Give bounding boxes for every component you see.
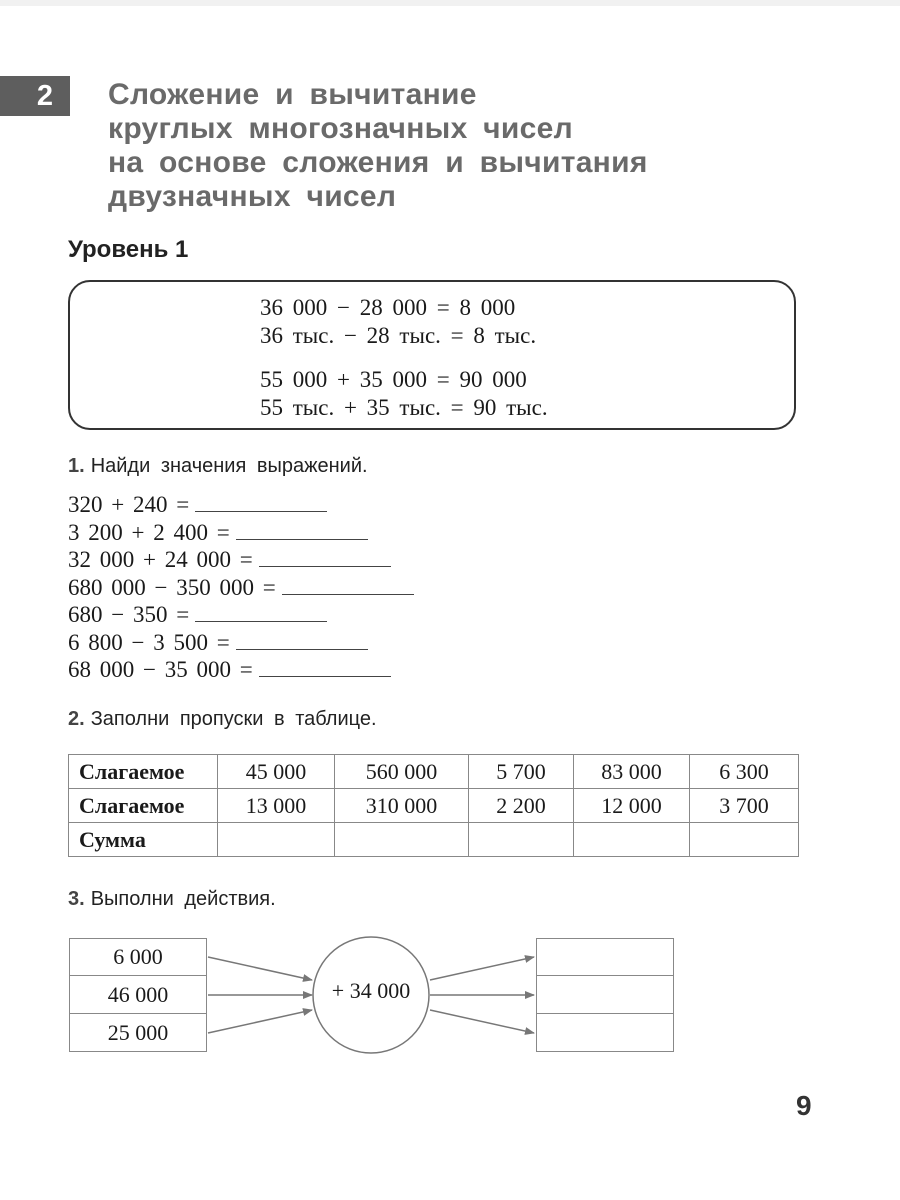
section-number: 2 — [36, 79, 54, 112]
table-cell: 2 200 — [469, 789, 574, 823]
section-title-line: Сложение и вычитание — [108, 78, 477, 111]
page-number: 9 — [796, 1090, 812, 1121]
expression: 6 800 − 3 500 = — [68, 630, 230, 655]
input-number-box: 25 000 — [69, 1014, 207, 1052]
section-title-line: круглых многозначных чисел — [108, 112, 573, 145]
task-text: Заполни пропуски в таблице. — [90, 708, 377, 730]
task-text: Найди значения выражений. — [90, 455, 368, 477]
input-number-box: 6 000 — [69, 938, 207, 976]
expression: 320 + 240 = — [68, 492, 190, 517]
section-title-line: двузначных чисел — [108, 180, 397, 213]
expression: 680 000 − 350 000 = — [68, 575, 276, 600]
result-box[interactable] — [536, 938, 674, 976]
example-equation: 55 000 + 35 000 = 90 000 — [260, 367, 527, 392]
example-equation: 36 тыс. − 28 тыс. = 8 тыс. — [260, 323, 537, 348]
task-number: 3. — [68, 888, 85, 910]
result-box[interactable] — [536, 976, 674, 1014]
section-title-line: на основе сложения и вычитания — [108, 146, 648, 179]
arrow-in — [208, 957, 312, 980]
table-cell: 83 000 — [574, 755, 690, 789]
input-number-box: 46 000 — [69, 976, 207, 1014]
task-number: 1. — [68, 455, 85, 477]
table-cell: 5 700 — [469, 755, 574, 789]
result-box[interactable] — [536, 1014, 674, 1052]
task-number: 2. — [68, 708, 85, 730]
arrow-out — [430, 1010, 534, 1033]
table-cell: 3 700 — [690, 789, 799, 823]
row-label: Слагаемое — [69, 755, 218, 789]
expression: 3 200 + 2 400 = — [68, 520, 230, 545]
table-cell: 45 000 — [218, 755, 335, 789]
expression: 32 000 + 24 000 = — [68, 547, 253, 572]
row-label: Сумма — [69, 823, 218, 857]
task-text: Выполни действия. — [90, 888, 276, 910]
expression: 68 000 − 35 000 = — [68, 657, 253, 682]
operation-label: + 34 000 — [331, 978, 411, 1003]
arrow-in — [208, 1010, 312, 1033]
table-cell: 13 000 — [218, 789, 335, 823]
example-equation: 55 тыс. + 35 тыс. = 90 тыс. — [260, 395, 548, 420]
level-heading: Уровень 1 — [68, 236, 189, 263]
arrow-out — [430, 957, 534, 980]
table-cell: 6 300 — [690, 755, 799, 789]
row-label: Слагаемое — [69, 789, 218, 823]
table-cell: 310 000 — [335, 789, 469, 823]
expression: 680 − 350 = — [68, 602, 190, 627]
example-equation: 36 000 − 28 000 = 8 000 — [260, 295, 516, 320]
table-cell: 560 000 — [335, 755, 469, 789]
table-cell: 12 000 — [574, 789, 690, 823]
